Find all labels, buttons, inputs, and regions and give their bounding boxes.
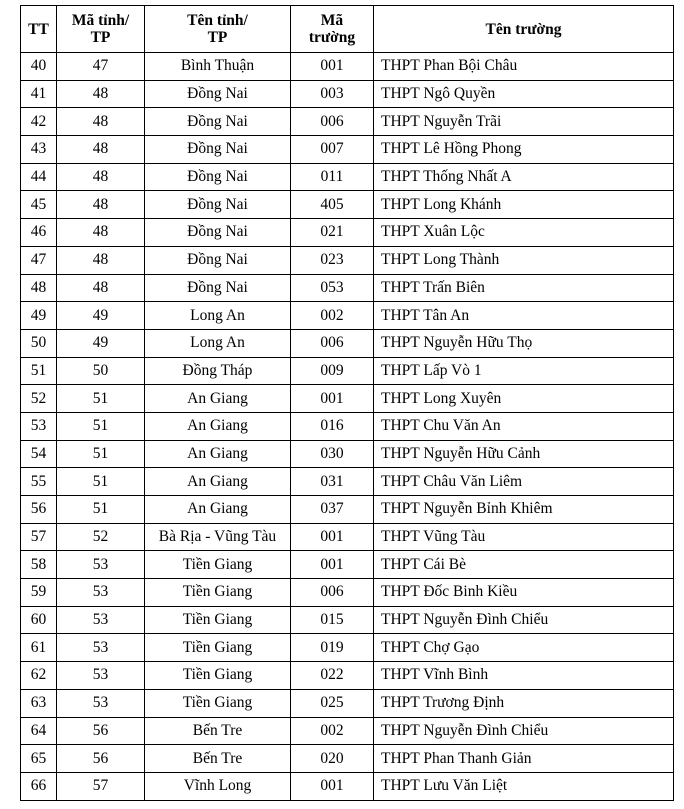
cell-tt: 66 bbox=[21, 772, 57, 800]
cell-tt: 60 bbox=[21, 606, 57, 634]
cell-ma-tinh: 49 bbox=[57, 329, 145, 357]
cell-tt: 50 bbox=[21, 329, 57, 357]
cell-tt: 56 bbox=[21, 496, 57, 524]
cell-ma-tinh: 48 bbox=[57, 136, 145, 164]
header-tt: TT bbox=[21, 6, 57, 53]
cell-ten-tinh: Đồng Nai bbox=[145, 108, 291, 136]
cell-tt: 54 bbox=[21, 440, 57, 468]
cell-ten-truong: THPT Ngô Quyền bbox=[374, 80, 674, 108]
cell-ten-tinh: Tiền Giang bbox=[145, 634, 291, 662]
cell-ma-truong: 022 bbox=[291, 662, 374, 690]
table-row bbox=[21, 551, 674, 579]
cell-tt: 48 bbox=[21, 274, 57, 302]
cell-ma-truong: 007 bbox=[291, 136, 374, 164]
cell-ma-tinh: 51 bbox=[57, 496, 145, 524]
cell-ten-tinh: Tiền Giang bbox=[145, 606, 291, 634]
cell-ten-truong: THPT Nguyễn Hữu Thọ bbox=[374, 329, 674, 357]
cell-ma-truong: 023 bbox=[291, 246, 374, 274]
cell-ten-tinh: An Giang bbox=[145, 412, 291, 440]
cell-ma-truong: 016 bbox=[291, 412, 374, 440]
cell-tt: 64 bbox=[21, 717, 57, 745]
table-row bbox=[21, 634, 674, 662]
cell-tt: 58 bbox=[21, 551, 57, 579]
cell-ten-tinh: An Giang bbox=[145, 440, 291, 468]
cell-ten-truong: THPT Chu Văn An bbox=[374, 412, 674, 440]
school-list-table bbox=[20, 5, 674, 801]
table-row bbox=[21, 274, 674, 302]
table-row bbox=[21, 579, 674, 607]
cell-ma-tinh: 48 bbox=[57, 274, 145, 302]
cell-ten-tinh: Đồng Nai bbox=[145, 274, 291, 302]
cell-ten-truong: THPT Long Khánh bbox=[374, 191, 674, 219]
cell-ma-tinh: 51 bbox=[57, 468, 145, 496]
cell-ten-tinh: Vĩnh Long bbox=[145, 772, 291, 800]
cell-ten-tinh: Long An bbox=[145, 329, 291, 357]
cell-ten-truong: THPT Xuân Lộc bbox=[374, 219, 674, 247]
cell-ma-truong: 031 bbox=[291, 468, 374, 496]
cell-ma-tinh: 48 bbox=[57, 191, 145, 219]
table-row bbox=[21, 689, 674, 717]
table-row bbox=[21, 496, 674, 524]
cell-tt: 41 bbox=[21, 80, 57, 108]
cell-ten-tinh: Bến Tre bbox=[145, 745, 291, 773]
cell-ma-truong: 006 bbox=[291, 108, 374, 136]
cell-ten-truong: THPT Nguyễn Đình Chiểu bbox=[374, 717, 674, 745]
cell-ma-tinh: 51 bbox=[57, 412, 145, 440]
table-row bbox=[21, 53, 674, 81]
cell-ten-tinh: Đồng Tháp bbox=[145, 357, 291, 385]
cell-ten-tinh: Long An bbox=[145, 302, 291, 330]
header-ten-tinh: Tên tỉnh/ TP bbox=[145, 6, 291, 53]
table-row bbox=[21, 163, 674, 191]
cell-ma-tinh: 51 bbox=[57, 385, 145, 413]
cell-ma-tinh: 56 bbox=[57, 745, 145, 773]
header-ma-tinh: Mã tỉnh/ TP bbox=[57, 6, 145, 53]
table-row bbox=[21, 302, 674, 330]
table-row bbox=[21, 329, 674, 357]
header-ten-truong: Tên trường bbox=[374, 6, 674, 53]
cell-tt: 43 bbox=[21, 136, 57, 164]
cell-ma-tinh: 48 bbox=[57, 163, 145, 191]
cell-tt: 46 bbox=[21, 219, 57, 247]
table-row bbox=[21, 440, 674, 468]
cell-ma-truong: 003 bbox=[291, 80, 374, 108]
cell-tt: 40 bbox=[21, 53, 57, 81]
table-row bbox=[21, 219, 674, 247]
cell-tt: 65 bbox=[21, 745, 57, 773]
table-row bbox=[21, 523, 674, 551]
cell-ma-truong: 011 bbox=[291, 163, 374, 191]
table-row bbox=[21, 412, 674, 440]
cell-ten-truong: THPT Lê Hồng Phong bbox=[374, 136, 674, 164]
cell-ten-truong: THPT Chợ Gạo bbox=[374, 634, 674, 662]
cell-ten-tinh: An Giang bbox=[145, 385, 291, 413]
cell-ten-truong: THPT Phan Bội Châu bbox=[374, 53, 674, 81]
cell-tt: 57 bbox=[21, 523, 57, 551]
cell-ten-truong: THPT Nguyễn Bỉnh Khiêm bbox=[374, 496, 674, 524]
cell-ten-tinh: Bình Thuận bbox=[145, 53, 291, 81]
cell-ten-tinh: Đồng Nai bbox=[145, 246, 291, 274]
cell-tt: 53 bbox=[21, 412, 57, 440]
cell-ma-truong: 015 bbox=[291, 606, 374, 634]
table-row bbox=[21, 357, 674, 385]
cell-ma-tinh: 48 bbox=[57, 108, 145, 136]
cell-ten-truong: THPT Nguyễn Hữu Cảnh bbox=[374, 440, 674, 468]
cell-tt: 61 bbox=[21, 634, 57, 662]
cell-ma-truong: 006 bbox=[291, 329, 374, 357]
cell-ten-tinh: An Giang bbox=[145, 496, 291, 524]
cell-ma-tinh: 49 bbox=[57, 302, 145, 330]
cell-ten-truong: THPT Thống Nhất A bbox=[374, 163, 674, 191]
cell-ma-truong: 037 bbox=[291, 496, 374, 524]
cell-ten-tinh: Đồng Nai bbox=[145, 136, 291, 164]
cell-ten-truong: THPT Tân An bbox=[374, 302, 674, 330]
table-header-row bbox=[21, 6, 674, 53]
cell-ten-truong: THPT Vũng Tàu bbox=[374, 523, 674, 551]
cell-ma-truong: 001 bbox=[291, 772, 374, 800]
cell-ma-tinh: 53 bbox=[57, 551, 145, 579]
header-ma-truong: Mã trường bbox=[291, 6, 374, 53]
cell-ma-tinh: 53 bbox=[57, 689, 145, 717]
table-row bbox=[21, 468, 674, 496]
cell-ma-truong: 009 bbox=[291, 357, 374, 385]
cell-ma-truong: 053 bbox=[291, 274, 374, 302]
cell-ten-truong: THPT Long Xuyên bbox=[374, 385, 674, 413]
cell-tt: 63 bbox=[21, 689, 57, 717]
table-row bbox=[21, 108, 674, 136]
cell-ma-tinh: 57 bbox=[57, 772, 145, 800]
cell-tt: 62 bbox=[21, 662, 57, 690]
table-row bbox=[21, 80, 674, 108]
cell-ten-truong: THPT Lưu Văn Liệt bbox=[374, 772, 674, 800]
cell-ten-truong: THPT Trương Định bbox=[374, 689, 674, 717]
cell-tt: 44 bbox=[21, 163, 57, 191]
table-body bbox=[21, 53, 674, 801]
table-row bbox=[21, 772, 674, 800]
cell-ma-truong: 405 bbox=[291, 191, 374, 219]
cell-ma-tinh: 48 bbox=[57, 80, 145, 108]
cell-ten-truong: THPT Nguyễn Đình Chiểu bbox=[374, 606, 674, 634]
cell-ma-truong: 006 bbox=[291, 579, 374, 607]
cell-ma-tinh: 51 bbox=[57, 440, 145, 468]
cell-tt: 51 bbox=[21, 357, 57, 385]
cell-ten-tinh: Đồng Nai bbox=[145, 80, 291, 108]
cell-ten-tinh: Tiền Giang bbox=[145, 662, 291, 690]
cell-ten-tinh: Đồng Nai bbox=[145, 191, 291, 219]
table-row bbox=[21, 745, 674, 773]
cell-ten-tinh: Tiền Giang bbox=[145, 579, 291, 607]
cell-ma-truong: 019 bbox=[291, 634, 374, 662]
cell-ten-truong: THPT Nguyễn Trãi bbox=[374, 108, 674, 136]
cell-ma-tinh: 53 bbox=[57, 579, 145, 607]
cell-ten-tinh: Tiền Giang bbox=[145, 689, 291, 717]
cell-ten-truong: THPT Phan Thanh Giản bbox=[374, 745, 674, 773]
cell-ma-tinh: 53 bbox=[57, 606, 145, 634]
cell-ma-truong: 030 bbox=[291, 440, 374, 468]
cell-ma-tinh: 52 bbox=[57, 523, 145, 551]
cell-ten-tinh: An Giang bbox=[145, 468, 291, 496]
table-row bbox=[21, 717, 674, 745]
cell-tt: 45 bbox=[21, 191, 57, 219]
cell-ten-tinh: Bà Rịa - Vũng Tàu bbox=[145, 523, 291, 551]
cell-ma-tinh: 48 bbox=[57, 246, 145, 274]
cell-ma-tinh: 48 bbox=[57, 219, 145, 247]
cell-ma-truong: 001 bbox=[291, 53, 374, 81]
table-row bbox=[21, 246, 674, 274]
cell-ma-tinh: 47 bbox=[57, 53, 145, 81]
cell-ten-truong: THPT Cái Bè bbox=[374, 551, 674, 579]
table-row bbox=[21, 191, 674, 219]
cell-ma-truong: 001 bbox=[291, 523, 374, 551]
cell-tt: 52 bbox=[21, 385, 57, 413]
table-row bbox=[21, 606, 674, 634]
cell-tt: 49 bbox=[21, 302, 57, 330]
cell-ten-truong: THPT Long Thành bbox=[374, 246, 674, 274]
table-row bbox=[21, 385, 674, 413]
cell-ten-tinh: Tiền Giang bbox=[145, 551, 291, 579]
table-row bbox=[21, 136, 674, 164]
cell-ten-truong: THPT Lấp Vò 1 bbox=[374, 357, 674, 385]
cell-ma-truong: 001 bbox=[291, 385, 374, 413]
cell-ma-tinh: 53 bbox=[57, 634, 145, 662]
cell-ma-truong: 020 bbox=[291, 745, 374, 773]
cell-ten-tinh: Đồng Nai bbox=[145, 163, 291, 191]
cell-ma-tinh: 56 bbox=[57, 717, 145, 745]
cell-ma-truong: 002 bbox=[291, 717, 374, 745]
cell-ma-truong: 021 bbox=[291, 219, 374, 247]
cell-ma-tinh: 53 bbox=[57, 662, 145, 690]
cell-ten-tinh: Đồng Nai bbox=[145, 219, 291, 247]
cell-ten-truong: THPT Châu Văn Liêm bbox=[374, 468, 674, 496]
cell-ma-truong: 001 bbox=[291, 551, 374, 579]
cell-tt: 47 bbox=[21, 246, 57, 274]
cell-ten-tinh: Bến Tre bbox=[145, 717, 291, 745]
cell-ma-truong: 025 bbox=[291, 689, 374, 717]
cell-tt: 59 bbox=[21, 579, 57, 607]
table-row bbox=[21, 662, 674, 690]
cell-ten-truong: THPT Trấn Biên bbox=[374, 274, 674, 302]
cell-ten-truong: THPT Vĩnh Bình bbox=[374, 662, 674, 690]
cell-ma-truong: 002 bbox=[291, 302, 374, 330]
cell-tt: 55 bbox=[21, 468, 57, 496]
cell-ten-truong: THPT Đốc Binh Kiều bbox=[374, 579, 674, 607]
cell-tt: 42 bbox=[21, 108, 57, 136]
cell-ma-tinh: 50 bbox=[57, 357, 145, 385]
